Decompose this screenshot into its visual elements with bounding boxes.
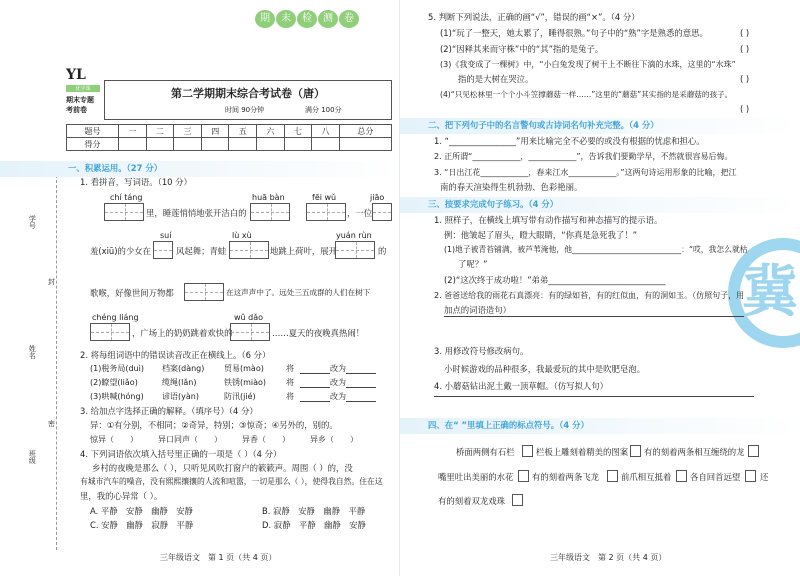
s3-item-1a: (1)地子被青苔铺满，被芦苇淹他，他____________________________：“哎，我怎么就枯 <box>444 245 748 254</box>
q4-stem: 4. 下列词语依次填入括号里正确的一项是（ ）（4 分） <box>80 449 282 459</box>
q2-label: 改为 <box>330 392 346 401</box>
answer-blank[interactable] <box>346 365 376 374</box>
q5-item-1: (1)“玩了一整天，她太累了，睡得很熟。”句子中的“熟”字是熟悉的意思。 <box>440 28 708 38</box>
margin-seal: 封 <box>48 278 55 286</box>
q2-word: 贸易(mào) <box>224 364 264 373</box>
q3-words <box>90 434 358 445</box>
q5-answer-3[interactable]: ( ) <box>740 74 750 84</box>
q5-answer-2[interactable]: ( ) <box>740 44 750 54</box>
score-header-row <box>67 125 392 138</box>
q2-word: 铁锈(miào) <box>224 378 267 387</box>
q3-word: 惊异 <box>90 435 106 444</box>
score-cell[interactable] <box>284 138 312 151</box>
q5-stem: 5. 判断下列说法，正确的画“√”，错误的画“×”。（4 分） <box>428 12 640 22</box>
char-grid[interactable] <box>230 323 270 341</box>
score-cell[interactable] <box>119 138 147 151</box>
page-footer-2: 三年级语文 第 2 页（共 4 页） <box>550 553 667 562</box>
q1-line3b: 在这声声中了。远处三五成群的人们在树下 <box>226 288 371 297</box>
margin-student-no: 学号 <box>28 215 37 229</box>
title-box <box>104 80 392 120</box>
answer-blank[interactable] <box>300 379 330 388</box>
s4-text-8: 还 <box>760 472 769 482</box>
s2-item-1: 1. “________________”用来比喻完全不必要的或没有根据的忧虑和担心。 <box>434 136 705 146</box>
q2-row <box>90 391 376 402</box>
s3-item-2: 2. 爸爸送给我的雨花石真漂亮：有的绿如苔，有的红似血，有的洞如玉。（仿照句子，用 <box>434 291 745 300</box>
q2-row <box>90 363 376 374</box>
s3-example: 例：他皱起了眉头，瞪大眼睛，“你真是急死我了！” <box>444 230 637 240</box>
punct-box[interactable] <box>512 494 523 506</box>
q4-option-d[interactable]: D. 寂静 平静 幽静 安静 <box>262 520 366 530</box>
q2-word: (3)哄喊(hóng) <box>90 392 144 401</box>
pinyin-7: yuán rùn <box>336 231 372 240</box>
q3-stem: 3. 给加点字选择正确的解释。（填序号）（4 分） <box>80 406 258 416</box>
q4-text-3: 里，我的心异常（ ）。 <box>80 491 163 501</box>
section-2-title: 二、把下列句子中的名言警句或古诗词名句补充完整。（4 分） <box>428 120 659 130</box>
q2-label: 将 <box>286 364 294 373</box>
q5-answer-1[interactable]: ( ) <box>740 28 750 38</box>
s4-text-1: 桥面两侧有石栏 <box>456 447 515 457</box>
score-cell[interactable] <box>257 138 285 151</box>
answer-paren[interactable]: （ ） <box>258 435 290 444</box>
score-row-label: 得分 <box>67 138 119 151</box>
logo-sub: 优学课 <box>66 85 100 92</box>
section-band <box>0 161 400 177</box>
answer-blank[interactable] <box>346 393 376 402</box>
exam-full-score: 满分 100分 <box>305 106 342 114</box>
margin-name: 姓名 <box>28 345 37 359</box>
punct-box[interactable] <box>745 470 756 482</box>
char-grid[interactable] <box>153 241 173 259</box>
q3-word: 异口同声 <box>158 435 190 444</box>
stamp-char: 冀 <box>742 260 798 325</box>
punct-box[interactable] <box>676 470 687 482</box>
answer-line[interactable] <box>434 396 754 397</box>
pinyin-9: wǔ dǎo <box>234 313 264 322</box>
section-4-title: 四、在“ ”里填上正确的标点符号。（4 分） <box>428 420 589 430</box>
q2-row <box>90 377 376 388</box>
q2-word: 谚语(yàn) <box>162 392 199 401</box>
score-header-cell: 七 <box>284 125 312 138</box>
pinyin-5: suí <box>160 231 172 240</box>
q2-word: 档案(dàng) <box>162 364 205 373</box>
s2-item-3b: 南的春天渲染得生机勃勃、色彩艳丽。 <box>440 182 583 192</box>
score-cell[interactable] <box>146 138 174 151</box>
q4-option-c[interactable]: C. 安静 幽静 寂静 平静 <box>90 520 194 530</box>
char-grid[interactable] <box>335 241 375 259</box>
q5-answer-4[interactable]: ( ) <box>740 104 750 114</box>
score-header-cell: 五 <box>229 125 257 138</box>
answer-blank[interactable] <box>300 365 330 374</box>
score-header-cell: 八 <box>312 125 340 138</box>
punct-box[interactable] <box>522 445 533 457</box>
q2-label: 将 <box>286 378 294 387</box>
char-grid[interactable] <box>184 283 224 301</box>
s3-item-1: 1. 照样子，在横线上填写带有动作描写和神态描写的提示语。 <box>434 215 663 225</box>
answer-blank[interactable] <box>300 393 330 402</box>
pinyin-8: chéng liáng <box>92 313 139 322</box>
s4-text-9: 有的刻着双龙戏珠 <box>438 496 505 506</box>
q2-stem: 2. 将每组词语中的错误读音改正在横线上。（6 分） <box>80 350 271 360</box>
score-header-cell: 四 <box>201 125 229 138</box>
punct-box[interactable] <box>518 470 529 482</box>
s4-text-2: 栏板上雕刻着精美的图案 <box>536 447 629 457</box>
q4-text-1: 乡村的夜晚是那么（ ），只听见风吹打窗户的簌簌声。周围（ ）的，没 <box>92 463 353 473</box>
q1-line4a: ，广场上的奶奶跳着欢快的 <box>132 328 233 338</box>
q2-word: (1)税务局(duì) <box>90 364 144 373</box>
score-header-cell: 三 <box>174 125 202 138</box>
char-grid[interactable] <box>90 323 130 341</box>
q2-label: 改为 <box>330 364 346 373</box>
answer-paren[interactable]: （ ） <box>106 435 138 444</box>
answer-blank[interactable] <box>346 379 376 388</box>
s4-text-5: 有的刻着两条飞龙 <box>532 472 599 482</box>
page-footer-1: 三年级语文 第 1 页（共 4 页） <box>160 553 277 562</box>
punct-box[interactable] <box>630 445 641 457</box>
series-label <box>255 6 359 28</box>
series-char-5: 卷 <box>339 10 359 28</box>
q1-line2a: 羞(xiū)的少女在 <box>90 246 152 256</box>
q1-line2d: 的 <box>378 246 387 256</box>
publisher-logo <box>66 68 100 120</box>
series-char-4: 测 <box>318 10 338 28</box>
punct-box[interactable] <box>607 470 618 482</box>
s4-text-7: 各自回首远望 <box>690 472 741 482</box>
q5-item-2: (2)“因释其来而守株”中的“其”指的是兔子。 <box>440 44 604 54</box>
s2-item-3: 3. “日出江花____________，春来江水____________。”这两句诗运用形象的比喻，把江 <box>434 168 737 177</box>
char-grid[interactable] <box>250 203 290 221</box>
pinyin-2: huā bàn <box>252 193 285 202</box>
s2-item-2: 2. 正所谓“____________，____________”，告诉我们要勤学早，不然就很容易后悔。 <box>434 152 733 161</box>
score-header-cell: 总分 <box>339 125 391 138</box>
char-grid[interactable] <box>229 241 269 259</box>
series-char-3: 检 <box>297 10 317 28</box>
q3-word: 异香 <box>242 435 258 444</box>
punct-box[interactable] <box>748 445 759 457</box>
binding-line <box>56 170 57 550</box>
logo-book2: 考前卷 <box>66 106 87 114</box>
score-table <box>66 124 392 151</box>
margin-secret: 密 <box>48 420 55 428</box>
s3-item-3-sentence: 小时候游戏的品种很多，我最爱玩的其中是吹肥皂泡。 <box>444 364 645 374</box>
q1-stem: 1. 看拼音，写词语。（10 分） <box>80 177 192 187</box>
s3-item-2b: 加点的词语造句） <box>444 305 511 315</box>
q1-line2b: 风起舞；青蛙 <box>176 246 227 256</box>
score-cell[interactable] <box>201 138 229 151</box>
q3-word: 异乡 <box>310 435 326 444</box>
score-header-cell: 六 <box>257 125 285 138</box>
char-grid[interactable] <box>104 203 144 221</box>
score-header-cell: 一 <box>119 125 147 138</box>
pinyin-3: fēi wǔ <box>312 193 337 202</box>
q1-line1b: ，一位 <box>347 208 373 218</box>
series-char-1: 期 <box>255 10 275 28</box>
logo-book: 期末专题 <box>66 96 94 104</box>
s4-text-3: 有的刻着两条相互缠绕的龙 <box>644 447 745 457</box>
q1-line2c: 地跳上荷叶，展开 <box>270 246 337 256</box>
section-3-title: 三、按要求完成句子练习。（4 分） <box>428 199 559 209</box>
char-grid[interactable] <box>306 203 346 221</box>
score-header-cell: 题号 <box>67 125 119 138</box>
q2-label: 改为 <box>330 378 346 387</box>
score-cell[interactable] <box>229 138 257 151</box>
pinyin-4: jiāo <box>370 193 385 202</box>
score-header-cell: 二 <box>146 125 174 138</box>
q3-definitions: 异：①有分别，不相同；②奇异，特别；③惊奇；④另外的，别的。 <box>90 420 338 430</box>
q5-item-3: (3)《我变成了一棵树》中，“小白兔发现了树干上不断往下滴的水珠，这里的“水珠” <box>440 60 736 69</box>
answer-paren[interactable]: （ ） <box>326 435 358 444</box>
s3-item-1b: (2)“这次终于成功啦！”弟弟____________________________ <box>444 275 666 285</box>
score-cell[interactable] <box>339 138 391 151</box>
page-title: 第二学期期末综合考试卷（唐） <box>171 87 325 100</box>
section-1-title: 一、积累运用。（27 分） <box>68 163 163 173</box>
q1-line3: 歌喉，好像世间万物都 <box>90 288 174 298</box>
score-row <box>67 138 392 151</box>
q1-line4b: ……夏天的夜晚真热闹！ <box>272 328 365 338</box>
s4-text-6: 前爪相互抵着 <box>621 472 672 482</box>
s3-item-3: 3. 用修改符号修改病句。 <box>434 346 529 356</box>
margin-class: 班级 <box>28 450 37 464</box>
series-char-2: 末 <box>276 10 296 28</box>
q5-item-4: (4)“只见松林里一个个小斗笠撑蘑菇一样……”这里的“蘑菇”其实指的是采蘑菇的孩子。 <box>440 90 733 99</box>
s4-text-4: 嘴里吐出美丽的水花 <box>438 472 514 482</box>
score-cell[interactable] <box>174 138 202 151</box>
q4-text-2: 有城市汽车的噪音，没有熙熙攘攘的人流和喧嚣，一切是那么（ ），使得我自然。住在这 <box>80 477 383 486</box>
logo-mark: YL <box>66 67 86 83</box>
score-cell[interactable] <box>312 138 340 151</box>
s3-item-4: 4. 小蘑菇钻出泥土戴一顶草帽。（仿写拟人句） <box>434 381 608 391</box>
answer-line[interactable] <box>444 316 744 317</box>
q2-word: (2)瞭望(liǎo) <box>90 378 138 387</box>
right-page <box>400 0 800 576</box>
pinyin-1: chí táng <box>110 193 143 202</box>
pinyin-6: lù xù <box>232 231 252 240</box>
s3-item-1a-cont: 了呢？” <box>458 259 488 269</box>
q1-line1a: 里，睡莲悄悄地张开洁白的 <box>146 208 247 218</box>
answer-paren[interactable]: （ ） <box>190 435 222 444</box>
q2-word: 缆绳(lǎn) <box>162 378 197 387</box>
q2-word: 防汛(jié) <box>224 392 256 401</box>
exam-time: 时间 90分钟 <box>225 106 265 114</box>
q2-label: 将 <box>286 392 294 401</box>
q5-item-3b: 指的是大树在哭泣。 <box>458 74 534 84</box>
q4-option-a[interactable]: A. 平静 安静 幽静 安静 <box>90 506 194 516</box>
char-grid[interactable] <box>372 203 392 221</box>
q4-option-b[interactable]: B. 寂静 安静 幽静 平静 <box>262 506 366 516</box>
